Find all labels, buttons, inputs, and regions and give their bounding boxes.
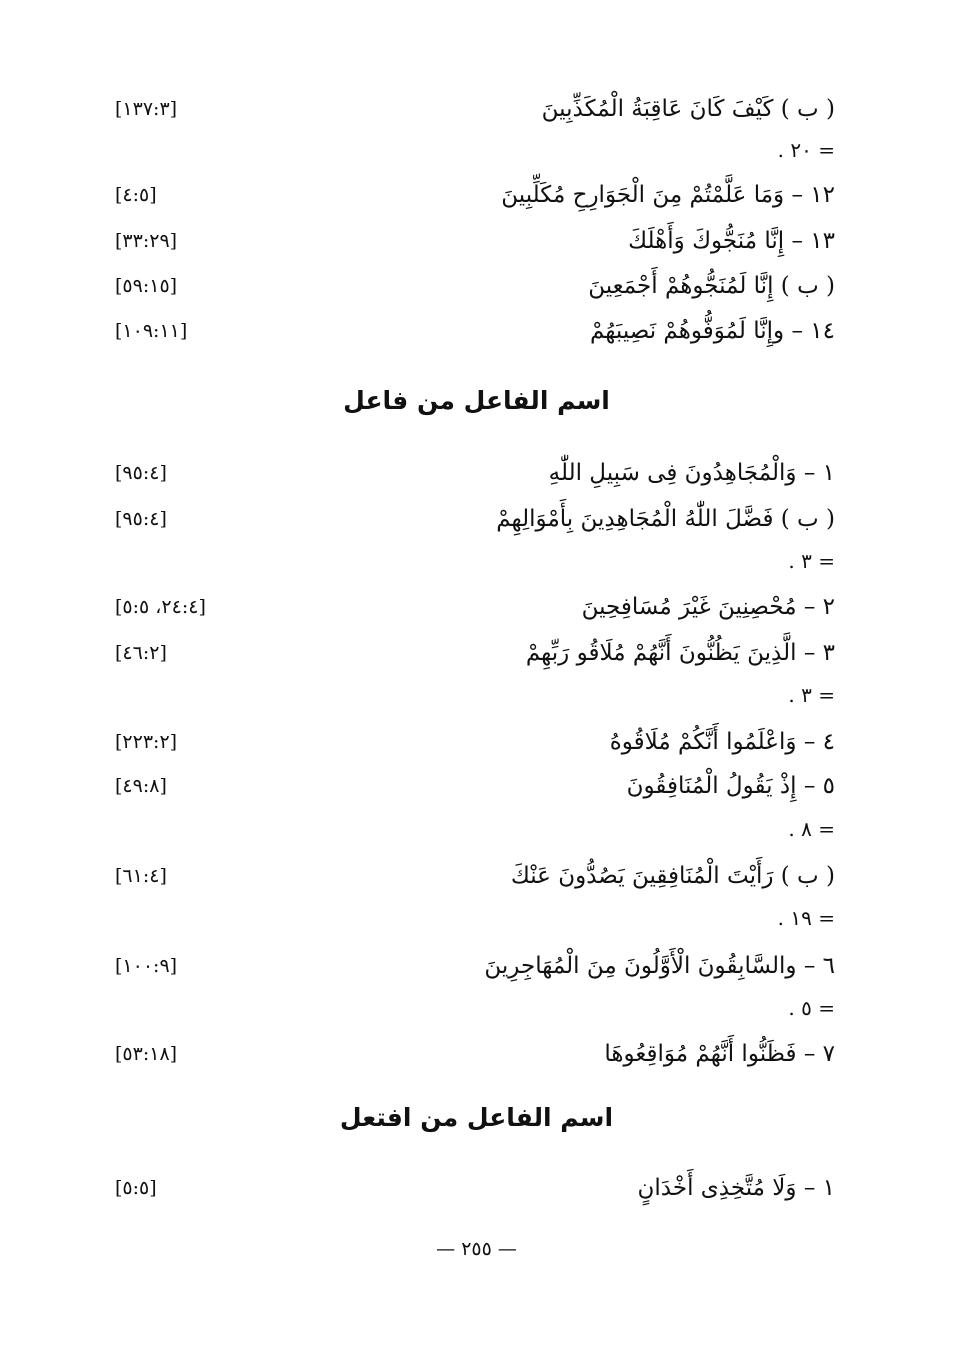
verse-reference: [٤٩:٨] (115, 775, 167, 797)
verse-text: ٥ – إِذْ يَقُولُ الْمُنَافِقُونَ (626, 773, 835, 799)
count-row (0, 130, 953, 170)
verse-row (0, 946, 953, 986)
verse-row (0, 1034, 953, 1074)
verse-text: ١٤ – وإِنَّا لَمُوَفُّوهُمْ نَصِيبَهُمْ (589, 318, 835, 344)
verse-reference: [٢٤:٤، ٥:٥] (115, 596, 206, 618)
verse-reference: [١٣٧:٣] (115, 98, 178, 120)
verse-reference: [٩٥:٤] (115, 508, 167, 530)
verse-text: ( ب ) فَضَّلَ اللّٰهُ الْمُجَاهِدِينَ بِأَمْوَالِهِمْ (496, 506, 835, 532)
page-number: — ٢٥٥ — (436, 1238, 517, 1260)
verse-text: ٣ – الَّذِينَ يَظُنُّونَ أَنَّهُمْ مُلَاقُو رَبِّهِمْ (525, 640, 835, 666)
count-text: = ٢٠ . (777, 138, 835, 162)
verse-reference: [٩٥:٤] (115, 462, 167, 484)
verse-row (0, 266, 953, 306)
verse-row (0, 633, 953, 673)
count-text: = ٣ . (788, 549, 835, 573)
verse-text: ( ب ) إِنَّا لَمُنَجُّوهُمْ أَجْمَعِينَ (588, 273, 835, 299)
count-text: = ١٩ . (777, 906, 835, 930)
verse-text: ١٢ – وَمَا عَلَّمْتُمْ مِنَ الْجَوَارِحِ مُكَلِّبِينَ (501, 182, 835, 208)
count-row (0, 675, 953, 715)
verse-row (0, 856, 953, 896)
verse-reference: [٢٢٣:٢] (115, 731, 178, 753)
verse-text: ( ب ) رَأَيْتَ الْمُنَافِقِينَ يَصُدُّونَ عَنْكَ (510, 863, 835, 889)
verse-reference: [٣٣:٢٩] (115, 230, 178, 252)
count-row (0, 988, 953, 1028)
verse-reference: [١٠٩:١١] (115, 320, 188, 342)
count-row (0, 541, 953, 581)
verse-row (0, 722, 953, 762)
verse-reference: [٥٩:١٥] (115, 275, 178, 297)
count-row (0, 898, 953, 938)
verse-text: ( ب ) كَيْفَ كَانَ عَاقِبَةُ الْمُكَذِّبِينَ (541, 96, 835, 122)
verse-reference: [٤٦:٢] (115, 642, 167, 664)
verse-row (0, 311, 953, 351)
count-text: = ٣ . (788, 683, 835, 707)
verse-row (0, 221, 953, 261)
verse-reference: [٥٣:١٨] (115, 1043, 178, 1065)
verse-text: ١ – وَلَا مُتَّخِذِى أَخْدَانٍ (637, 1175, 835, 1201)
count-text: = ٥ . (788, 996, 835, 1020)
section-heading: اسم الفاعل من افتعل (339, 1103, 614, 1132)
section-heading: اسم الفاعل من فاعل (343, 386, 610, 415)
verse-row (0, 175, 953, 215)
verse-text: ٤ – وَاعْلَمُوا أَنَّكُمْ مُلَاقُوهُ (609, 729, 835, 755)
count-row (0, 809, 953, 849)
count-text: = ٨ . (788, 817, 835, 841)
verse-reference: [٦١:٤] (115, 865, 167, 887)
verse-row (0, 1168, 953, 1208)
verse-text: ٦ – والسَّابِقُونَ الْأَوَّلُونَ مِنَ الْمُهَاجِرِينَ (484, 953, 835, 979)
verse-row (0, 89, 953, 129)
verse-row (0, 499, 953, 539)
verse-row (0, 453, 953, 493)
verse-text: ٢ – مُحْصِنِينَ غَيْرَ مُسَافِحِينَ (581, 594, 835, 620)
verse-text: ١ – وَالْمُجَاهِدُونَ فِى سَبِيلِ اللّٰهِ (548, 460, 835, 486)
verse-row (0, 766, 953, 806)
verse-reference: [٤:٥] (115, 184, 157, 206)
verse-reference: [٥:٥] (115, 1177, 157, 1199)
verse-row (0, 587, 953, 627)
verse-text: ٧ – فَظَنُّوا أَنَّهُمْ مُوَاقِعُوهَا (604, 1041, 835, 1067)
verse-text: ١٣ – إِنَّا مُنَجُّوكَ وَأَهْلَكَ (628, 228, 835, 254)
verse-reference: [١٠٠:٩] (115, 955, 178, 977)
